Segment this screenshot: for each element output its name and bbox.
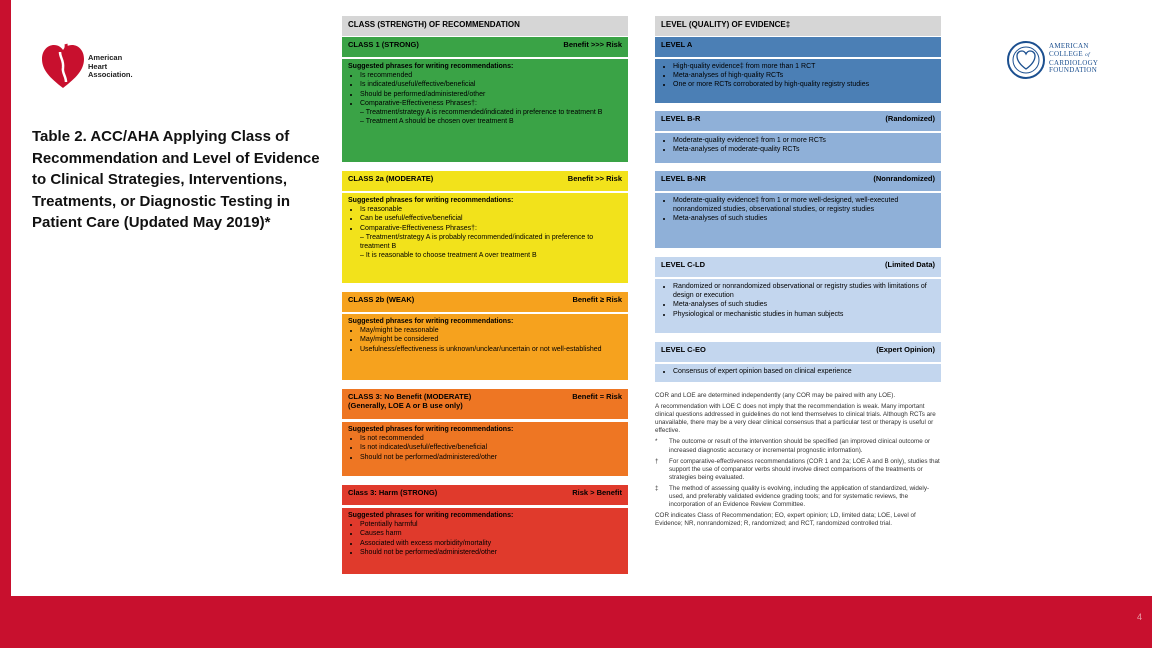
class-3h-name: Class 3: Harm (STRONG) [348, 488, 438, 497]
class-column-header: CLASS (STRENGTH) OF RECOMMENDATION [342, 16, 628, 36]
acc-logo-line1: AMERICAN [1049, 42, 1089, 50]
level-a-header [655, 37, 941, 57]
level-c-eo-item: • Consensus of expert opinion based on clinical experience [673, 367, 935, 376]
acc-seal-icon [1006, 40, 1046, 80]
aha-logo [40, 40, 150, 90]
level-b-r-name: LEVEL B-R [661, 114, 701, 123]
level-b-nr-item: • Meta-analyses of such studies [673, 214, 935, 223]
class-1-body [342, 59, 628, 162]
class-3-harm-body [342, 508, 628, 574]
class-2b-item: • Usefulness/effectiveness is unknown/unclear/uncertain or not well-established [360, 345, 622, 354]
level-a-body [655, 59, 941, 103]
aha-logo-line1: American [88, 53, 123, 62]
level-c-eo-body [655, 364, 941, 382]
class-2a-header [342, 171, 628, 191]
level-b-nr-header [655, 171, 941, 191]
acc-logo-of: of [1085, 51, 1090, 58]
level-c-ld-item: • Physiological or mechanistic studies in human subjects [673, 310, 935, 319]
class-3nb-name2: (Generally, LOE A or B use only) [348, 401, 463, 410]
note-paragraph: A recommendation with LOE C does not imply that the recommendation is weak. Many important clinical questions addressed in guidelines do not lend themselves to clinical trials. Although RCTs are unavailable, there may be a very clear clinical consensus that a particular test or therapy is useful or effective. [655, 403, 936, 435]
class-2b-item: • May/might be reasonable [360, 326, 622, 335]
level-c-ld-item: • Meta-analyses of such studies [673, 300, 935, 309]
level-b-nr-name: LEVEL B-NR [661, 174, 706, 183]
level-c-ld-body [655, 279, 941, 333]
level-b-nr-body [655, 193, 941, 248]
class-2a-body [342, 193, 628, 283]
class-2b-phrases-title: Suggested phrases for writing recommendations: [348, 318, 514, 325]
page-number: 4 [1136, 612, 1142, 622]
class-3h-item: • Should not be performed/administered/other [360, 548, 622, 557]
acc-logo-line4: FOUNDATION [1049, 66, 1098, 75]
table-notes [655, 392, 942, 531]
level-column-header: LEVEL (QUALITY) OF EVIDENCE‡ [655, 16, 941, 36]
class-2a-phrases-title: Suggested phrases for writing recommendations: [348, 197, 514, 204]
class-2a-item: • Can be useful/effective/beneficial [360, 214, 622, 223]
footnote [655, 485, 942, 509]
level-b-r-tag: (Randomized) [885, 114, 935, 123]
level-c-ld-item: • Randomized or nonrandomized observational or registry studies with limitations of design or execution [673, 282, 935, 300]
aha-logo-line3: Association. [88, 70, 133, 80]
level-c-eo-header [655, 342, 941, 362]
class-3h-item: • Associated with excess morbidity/mortality [360, 539, 622, 548]
level-b-r-body [655, 133, 941, 163]
class-3h-item: • Potentially harmful [360, 520, 622, 529]
note-abbreviations: COR indicates Class of Recommendation; EO, expert opinion; LD, limited data; LOE, Level of Evidence; NR, nonrandomized; R, randomized; and RCT, randomized controlled trial. [655, 512, 916, 528]
footnote-text: The method of assessing quality is evolving, including the application of standardized, widely-used, and preferably validated evidence grading tools; and for systematic reviews, the incorporation of an Evidence Review Committee. [669, 484, 930, 509]
class-2a-name: CLASS 2a (MODERATE) [348, 174, 434, 183]
class-2a-ratio: Benefit >> Risk [567, 174, 622, 183]
acc-logo-line3: CARDIOLOGY [1049, 58, 1099, 67]
class-1-item: • Should be performed/administered/other [360, 90, 622, 99]
class-3nb-phrases-title: Suggested phrases for writing recommendations: [348, 426, 514, 433]
footnote [655, 438, 942, 454]
level-b-r-item: • Moderate-quality evidence‡ from 1 or more RCTs [673, 136, 935, 145]
class-3nb-item: • Should not be performed/administered/other [360, 453, 622, 462]
class-2b-body [342, 314, 628, 380]
class-3-no-benefit-header [342, 389, 628, 419]
class-3h-phrases-title: Suggested phrases for writing recommendations: [348, 512, 514, 519]
class-2b-item: • May/might be considered [360, 335, 622, 344]
level-c-eo-tag: (Expert Opinion) [876, 345, 935, 354]
class-3-harm-header [342, 485, 628, 505]
level-b-nr-item: • Moderate-quality evidence‡ from 1 or more well-designed, well-executed nonrandomized studies, observational studies, or registry studies [673, 196, 935, 214]
level-a-item: • Meta-analyses of high-quality RCTs [673, 71, 935, 80]
note-paragraph: COR and LOE are determined independently (any COR may be paired with any LOE). [655, 392, 896, 399]
slide-title: Table 2. ACC/AHA Applying Class of Recommendation and Level of Evidence to Clinical Strategies, Interventions, Treatments, or Diagnostic Testing in Patient Care (Updated May 2019)* [32, 128, 320, 231]
left-accent-bar [0, 0, 11, 596]
footnote [655, 458, 942, 482]
footnote-text: The outcome or result of the intervention should be specified (an improved clinical outcome or increased diagnostic accuracy or incremental prognostic information). [669, 438, 931, 454]
level-c-ld-tag: (Limited Data) [884, 260, 935, 269]
class-2b-name: CLASS 2b (WEAK) [348, 295, 415, 304]
class-3nb-item: • Is not recommended [360, 434, 622, 443]
footnote-symbol: ‡ [655, 484, 659, 492]
class-1-phrases-title: Suggested phrases for writing recommendations: [348, 63, 514, 70]
level-a-name: LEVEL A [661, 40, 693, 49]
level-b-r-header [655, 111, 941, 131]
level-c-ld-name: LEVEL C-LD [661, 260, 706, 269]
class-1-subitem: – Treatment A should be chosen over treatment B [360, 117, 622, 126]
class-3nb-name: CLASS 3: No Benefit (MODERATE) [348, 392, 472, 401]
level-c-ld-header [655, 257, 941, 277]
class-1-item: • Comparative-Effectiveness Phrases†: [360, 99, 622, 108]
class-2b-header [342, 292, 628, 312]
aha-logo-line2: Heart [88, 61, 108, 71]
class-1-ratio: Benefit >>> Risk [563, 40, 622, 49]
level-c-eo-name: LEVEL C-EO [661, 345, 706, 354]
class-1-header [342, 37, 628, 57]
heart-torch-icon [40, 40, 86, 90]
class-2a-subitem: – Treatment/strategy A is probably recommended/indicated in preference to treatment B [360, 233, 622, 251]
footnote-text: For comparative-effectiveness recommendations (COR 1 and 2a; LOE A and B only), studies that support the use of comparator verbs should involve direct comparisons of the treatments or strategies being evaluated. [669, 457, 940, 481]
footnote-symbol: † [655, 457, 659, 465]
class-3nb-item: • Is not indicated/useful/effective/beneficial [360, 443, 622, 452]
acc-logo-line2: COLLEGE [1049, 49, 1083, 58]
class-1-item: • Is indicated/useful/effective/beneficial [360, 80, 622, 89]
class-3nb-ratio: Benefit = Risk [572, 392, 622, 401]
level-a-item: • One or more RCTs corroborated by high-quality registry studies [673, 80, 935, 89]
class-3h-item: • Causes harm [360, 529, 622, 538]
class-1-name: CLASS 1 (STRONG) [348, 40, 419, 49]
class-2a-item: • Comparative-Effectiveness Phrases†: [360, 224, 622, 233]
class-1-subitem: – Treatment/strategy A is recommended/indicated in preference to treatment B [360, 108, 622, 117]
footnote-symbol: * [655, 438, 658, 446]
class-1-item: • Is recommended [360, 71, 622, 80]
level-a-item: • High-quality evidence‡ from more than 1 RCT [673, 62, 935, 71]
class-3-no-benefit-body [342, 422, 628, 476]
class-2b-ratio: Benefit ≥ Risk [572, 295, 622, 304]
class-2a-subitem: – It is reasonable to choose treatment A over treatment B [360, 251, 622, 260]
class-3h-ratio: Risk > Benefit [572, 488, 622, 497]
acc-logo [1006, 40, 1116, 84]
level-b-nr-tag: (Nonrandomized) [873, 174, 935, 183]
class-2a-item: • Is reasonable [360, 205, 622, 214]
footer-band [0, 596, 1152, 648]
level-b-r-item: • Meta-analyses of moderate-quality RCTs [673, 145, 935, 154]
